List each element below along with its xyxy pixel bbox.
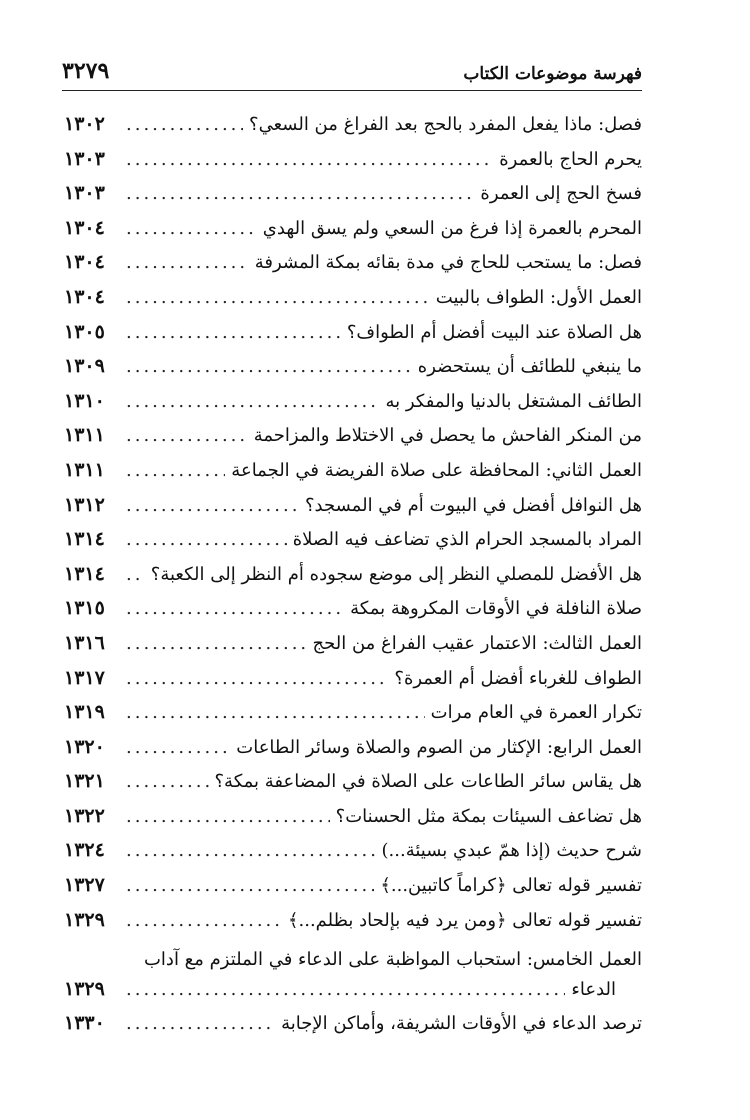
toc-entry <box>64 459 642 494</box>
toc-entry-title: شرح حديث (إذا همّ عبدي بسيئة...) <box>381 840 642 862</box>
toc-entry-title: فصل: ماذا يفعل المفرد بالحج بعد الفراغ من السعي؟ <box>249 114 642 135</box>
toc-entry-title: هل النوافل أفضل في البيوت أم في المسجد؟ <box>305 494 642 516</box>
leader-dots <box>126 633 307 654</box>
toc-entry-page: ١٣١٩ <box>64 701 105 724</box>
toc-entry-multiline <box>64 943 642 1012</box>
toc-entry-page: ١٣٢٢ <box>64 804 105 827</box>
leader-dots <box>126 737 230 758</box>
toc-entry-title: فصل: ما يستحب للحاج في مدة بقائه بمكة المشرفة <box>254 252 642 274</box>
toc-entry <box>64 632 642 667</box>
toc-entry-page: ١٣٢٩ <box>64 908 105 931</box>
leader-dots <box>126 252 249 273</box>
toc-entry-title: العمل الأول: الطواف بالبيت <box>435 286 642 308</box>
toc-entry <box>64 805 642 840</box>
leader-dots <box>126 910 282 931</box>
leader-dots <box>126 771 209 792</box>
toc-entry-title: يحرم الحاج بالعمرة <box>499 148 642 170</box>
leader-dots <box>126 495 299 516</box>
toc-entry-page: ١٣٢٤ <box>64 839 105 862</box>
toc-entry-title: هل يقاس سائر الطاعات على الصلاة في المضاعفة بمكة؟ <box>214 771 642 793</box>
toc-entry-title: المراد بالمسجد الحرام الذي تضاعف فيه الصلاة <box>292 529 642 551</box>
toc-entry-page: ١٣١٧ <box>64 666 105 689</box>
toc-entry-page: ١٣١٤ <box>64 528 105 551</box>
toc-entry <box>64 667 642 702</box>
toc-entry <box>64 321 642 356</box>
toc-entry-title: هل الأفضل للمصلي النظر إلى موضع سجوده أم النظر إلى الكعبة؟ <box>150 563 642 585</box>
toc-entry <box>64 563 642 598</box>
toc-entry <box>64 148 642 183</box>
toc-entry <box>64 528 642 563</box>
toc-entry-title: هل تضاعف السيئات بمكة مثل الحسنات؟ <box>335 805 642 827</box>
toc-entry <box>64 217 642 252</box>
toc-entry-page: ١٣١٠ <box>64 389 105 412</box>
toc-entry-page: ١٣١٤ <box>64 562 105 585</box>
leader-dots <box>126 840 376 861</box>
leader-dots <box>126 979 565 1000</box>
toc-entry-page: ١٣٠٤ <box>64 285 105 308</box>
toc-entry-page: ١٣١١ <box>64 458 105 481</box>
leader-dots <box>126 1013 275 1034</box>
toc-entry-page: ١٣٢٠ <box>64 735 105 758</box>
toc-entry-title: صلاة النافلة في الأوقات المكروهة بمكة <box>350 598 642 620</box>
leader-dots <box>126 322 341 343</box>
toc-entry-title: ما ينبغي للطائف أن يستحضره <box>417 356 642 378</box>
toc-entry-page: ١٣٢٩ <box>64 977 105 1000</box>
leader-dots <box>126 806 330 827</box>
leader-dots <box>126 114 243 135</box>
leader-dots <box>126 218 257 239</box>
toc-entry <box>64 1012 642 1047</box>
toc-entry-line2 <box>64 978 642 1013</box>
leader-dots <box>126 460 225 481</box>
leader-dots <box>126 356 412 377</box>
toc-entry-title: المحرم بالعمرة إذا فرغ من السعي ولم يسق الهدي <box>262 217 642 239</box>
toc-entry <box>64 874 642 909</box>
toc-entry-page: ١٣١٦ <box>64 631 105 654</box>
toc-entry <box>64 839 642 874</box>
toc-entry-title: العمل الثالث: الاعتمار عقيب الفراغ من الحج <box>312 632 642 654</box>
toc-list <box>64 113 642 1047</box>
toc-entry <box>64 770 642 805</box>
toc-entry <box>64 286 642 321</box>
toc-entry-title-line2: الدعاء <box>571 978 616 1000</box>
leader-dots <box>126 149 493 170</box>
toc-entry <box>64 701 642 736</box>
toc-entry-title: تفسير قوله تعالى ﴿ومن يرد فيه بإلحاد بظلم...﴾ <box>287 909 642 931</box>
toc-entry <box>64 597 642 632</box>
leader-dots <box>126 668 388 689</box>
toc-entry <box>64 355 642 390</box>
toc-entry-page: ١٣٠٥ <box>64 320 105 343</box>
toc-entry-title: من المنكر الفاحش ما يحصل في الاختلاط والمزاحمة <box>253 425 642 447</box>
leader-dots <box>126 702 425 723</box>
toc-entry-page: ١٣١١ <box>64 424 105 447</box>
page-header <box>62 48 642 84</box>
toc-entry-title: العمل الثاني: المحافظة على صلاة الفريضة في الجماعة <box>231 459 642 481</box>
toc-entry-title: الطواف للغرباء أفضل أم العمرة؟ <box>394 667 642 689</box>
toc-entry-title-line1: العمل الخامس: استحباب المواظبة على الدعاء في الملتزم مع آداب <box>143 949 642 971</box>
toc-entry <box>64 113 642 148</box>
toc-entry-page: ١٣٢١ <box>64 770 105 793</box>
toc-entry <box>64 251 642 286</box>
header-rule <box>62 90 642 91</box>
leader-dots <box>126 183 474 204</box>
leader-dots <box>126 598 344 619</box>
toc-entry-page: ١٣١٥ <box>64 597 105 620</box>
toc-entry-title: العمل الرابع: الإكثار من الصوم والصلاة وسائر الطاعات <box>236 736 642 758</box>
toc-entry <box>64 494 642 529</box>
toc-entry-page: ١٣٠٤ <box>64 251 105 274</box>
leader-dots <box>126 425 248 446</box>
toc-entry-page: ١٣٢٧ <box>64 874 105 897</box>
toc-entry-page: ١٣٠٣ <box>64 147 105 170</box>
toc-entry <box>64 182 642 217</box>
toc-entry-title: ترصد الدعاء في الأوقات الشريفة، وأماكن الإجابة <box>281 1013 642 1035</box>
toc-entry-page: ١٣٠٢ <box>64 113 105 135</box>
toc-entry-page: ١٣٠٤ <box>64 216 105 239</box>
toc-entry-page: ١٣٣٠ <box>64 1012 105 1035</box>
toc-entry-title: الطائف المشتغل بالدنيا والمفكر به <box>385 390 642 412</box>
toc-entry <box>64 424 642 459</box>
toc-entry <box>64 909 642 944</box>
toc-entry-title: تكرار العمرة في العام مرات <box>430 702 642 724</box>
leader-dots <box>126 875 374 896</box>
leader-dots <box>126 529 287 550</box>
toc-entry-title: تفسير قوله تعالى ﴿كراماً كاتبين...﴾ <box>380 875 642 897</box>
leader-dots <box>126 391 379 412</box>
toc-entry-page: ١٣٠٣ <box>64 182 105 205</box>
toc-entry-page: ١٣٠٩ <box>64 355 105 378</box>
leader-dots <box>126 564 145 585</box>
leader-dots <box>126 287 430 308</box>
toc-entry-title: هل الصلاة عند البيت أفضل أم الطواف؟ <box>346 321 642 343</box>
toc-entry <box>64 736 642 771</box>
toc-entry <box>64 390 642 425</box>
toc-entry-title: فسخ الحج إلى العمرة <box>480 183 642 205</box>
header-page-number: ٣٢٧٩ <box>62 58 110 84</box>
header-title: فهرسة موضوعات الكتاب <box>463 64 642 84</box>
toc-entry-page: ١٣١٢ <box>64 493 105 516</box>
